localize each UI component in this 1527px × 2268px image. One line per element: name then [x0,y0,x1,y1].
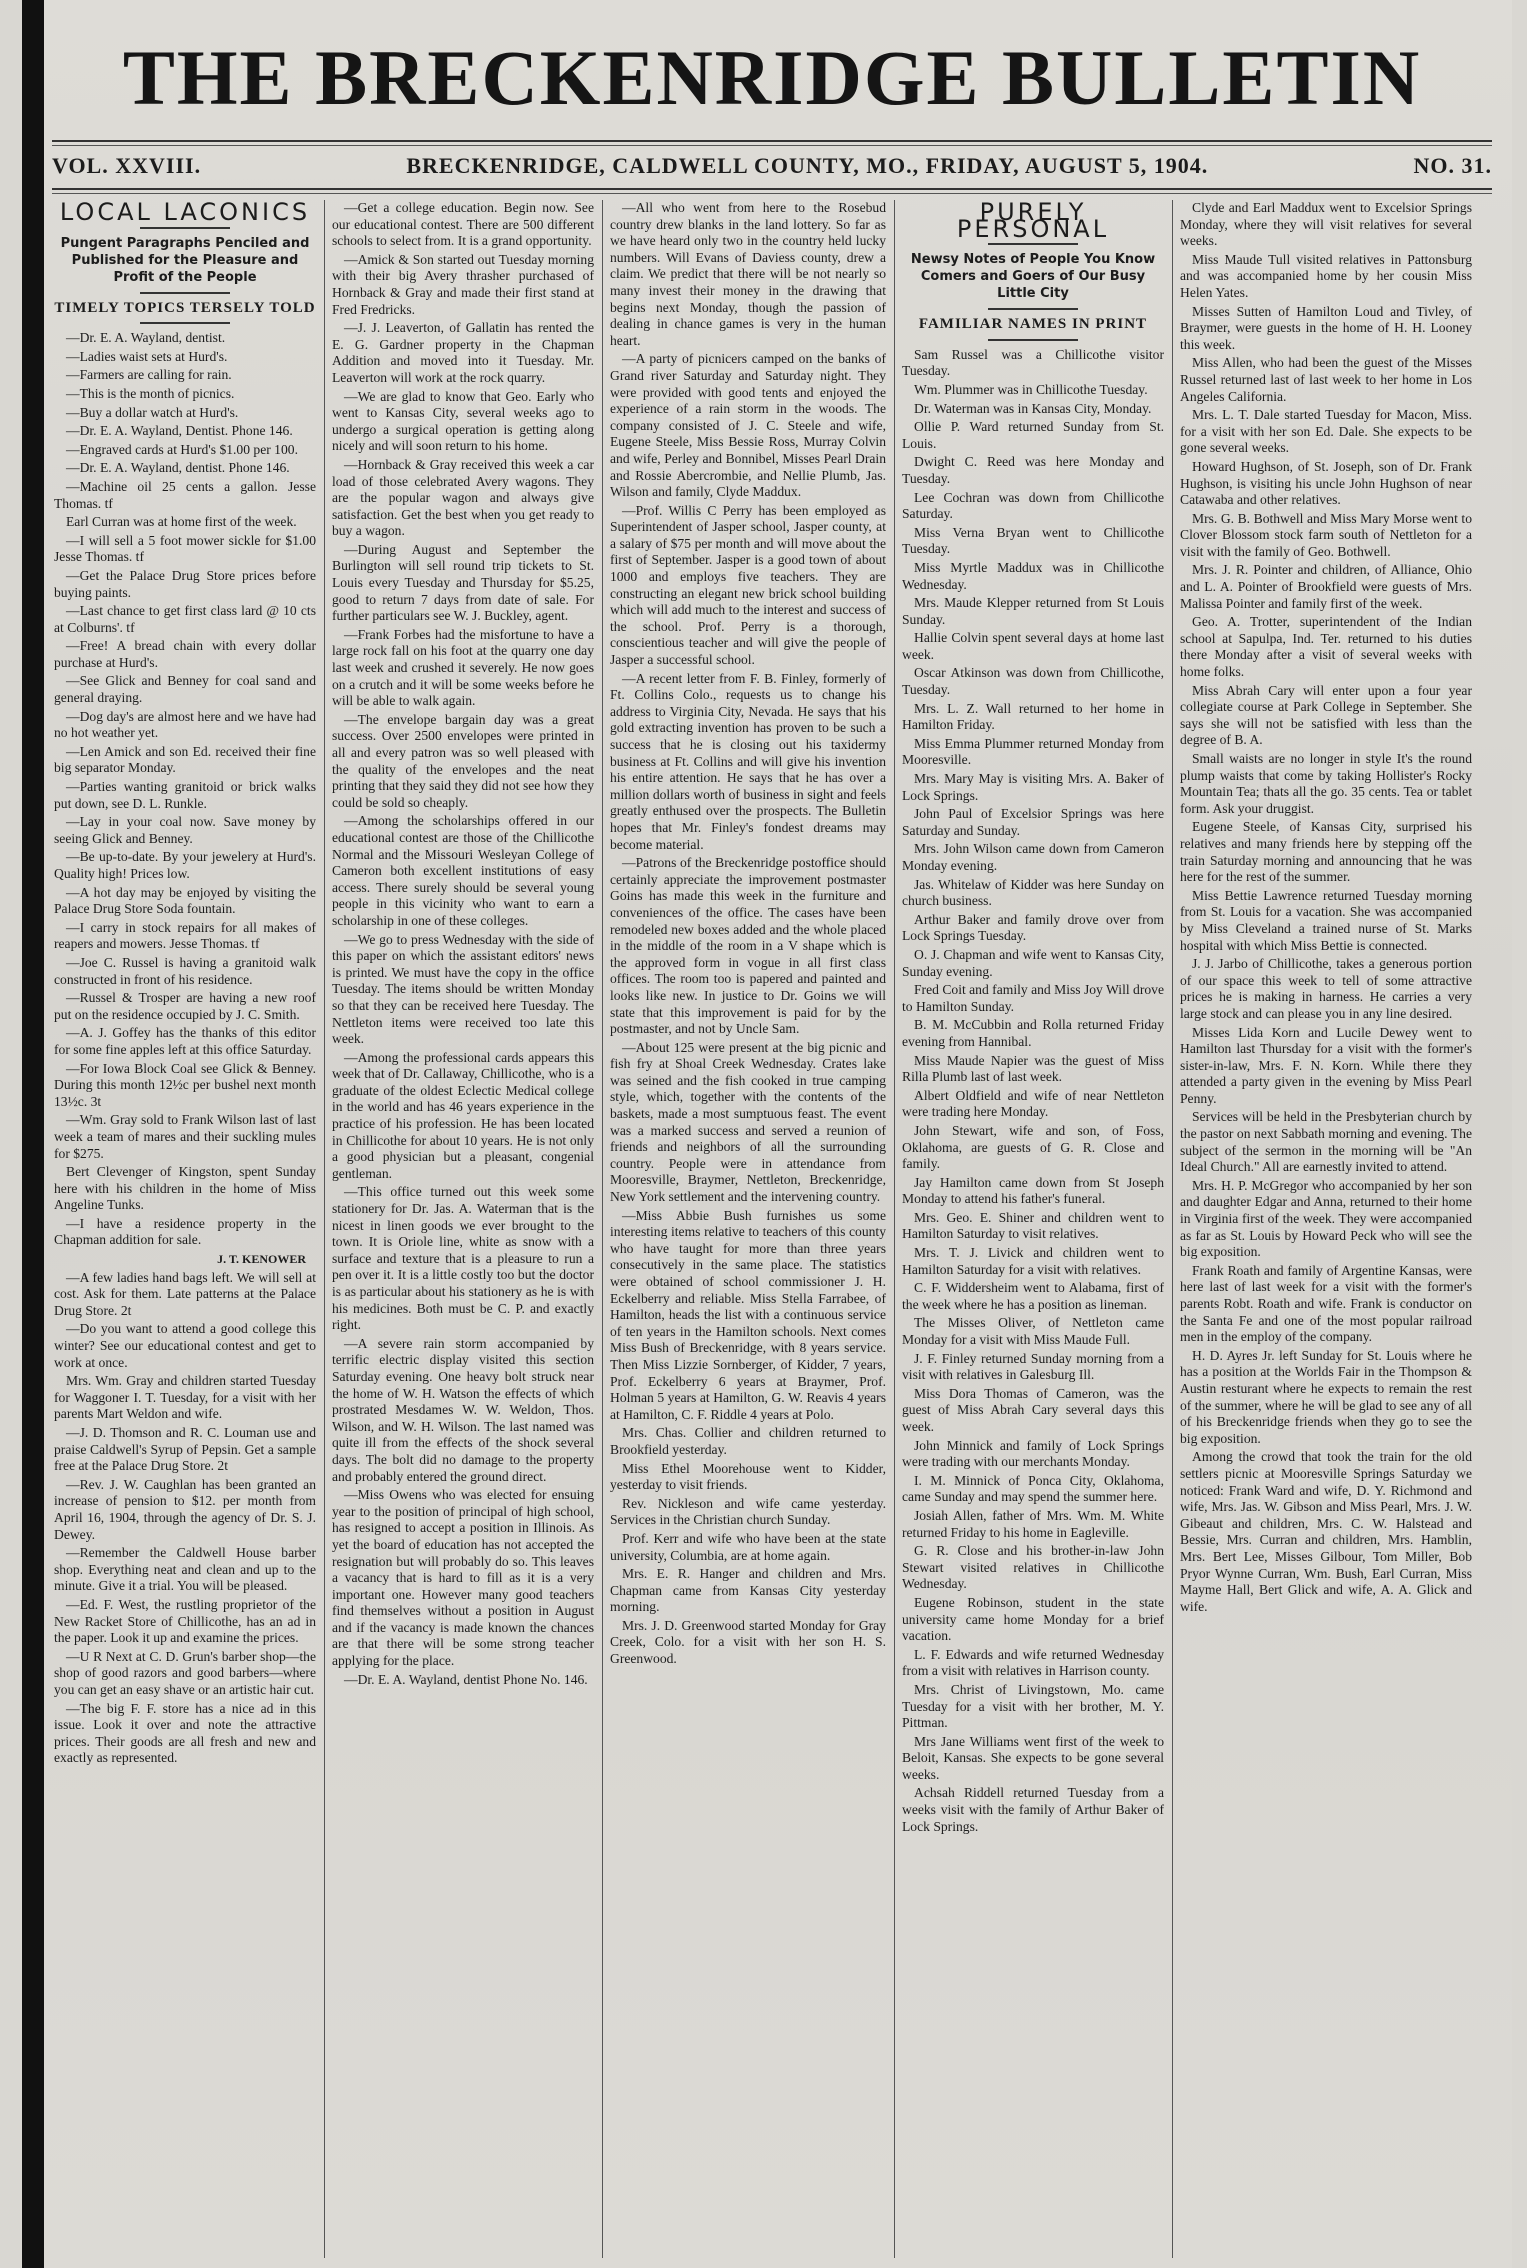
masthead-title: THE BRECKENRIDGE BULLETIN [122,34,1422,121]
news-item: —Miss Abbie Bush furnishes us some interesting items relative to teachers of this county who have taught for more than three years consecutively in the same place. The statistics were obtained of school commissioner J. H. Eckelberry and reliable. Miss Stella Farrabee, of Hamilton, heads the list with a continuous service of ten years in the Hamilton schools. Next comes Miss Bush of Breckenridge, with 8 years service. Then Miss Lizzie Sornberger, of Kidder, 7 years, Prof. Eckelberry 6 years at Braymer, Prof. Holman 5 years at Hamilton, G. W. Reavis 4 years at Hamilton, C. F. Riddle 4 years at Polo. [610,1207,886,1422]
news-item: —Dr. E. A. Wayland, Dentist. Phone 146. [66,423,293,439]
news-item: —Patrons of the Breckenridge postoffice should certainly appreciate the improvement postmaster Goins has made this week in the furniture and conveniences of the office. The cases have been remodeled new boxes added and the whole placed in the middle of the room in a V shape which is the approved form in vogue in all first class offices. The room too is papered and painted and looks like new. In justice to Dr. Goins we will state that this improvement is paid for by the postmaster, and not by Uncle Sam. [610,855,886,1037]
news-item: Mrs Jane Williams went first of the week to Beloit, Kansas. She expects to be gone several weeks. [902,1733,1164,1782]
news-item: —About 125 were present at the big picnic and fish fry at Shoal Creek Wednesday. Crates lake was seined and the fish cooked in true camping style, which, together with the contents of the baskets, made a most sumptuous feast. The event was a marked success and served a reunion of friends and neighbors of all the surrounding country. People were in attendance from Mooresville, Braymer, Nettleton, Breckenridge, New York settlement and the intervening country. [610,1039,886,1205]
signature: J. T. KENOWER [217,1252,306,1267]
news-item: —Wm. Gray sold to Frank Wilson last of last week a team of mares and their suckling mules for $275. [54,1112,316,1161]
news-item: —Dr. E. A. Wayland, dentist Phone No. 146. [344,1671,588,1687]
news-item: —Last chance to get first class lard @ 10 cts at Colburns'. tf [54,603,316,635]
dateline-bar [52,152,1492,180]
news-item: —Russel & Trosper are having a new roof put on the residence occupied by J. C. Smith. [54,990,316,1022]
news-item: Earl Curran was at home first of the week. [66,514,297,530]
news-item: Mrs. L. T. Dale started Tuesday for Macon, Miss. for a visit with her son Ed. Dale. She expects to be gone several weeks. [1180,407,1472,456]
news-item: Frank Roath and family of Argentine Kansas, were here last of last week for a visit with the former's parents Robt. Roath and wife. Frank is conductor on the Santa Fe and one of the most popular railroad men in the employ of the company. [1180,1262,1472,1345]
news-item: —A few ladies hand bags left. We will sell at cost. Ask for them. Late patterns at the Palace Drug Store. 2t [54,1269,316,1318]
news-item: —This office turned out this week some stationery for Dr. Jas. A. Waterman that is the nicest in linen goods we ever brought to the town. It is Oriole line, white as snow with a surface and texture that is a pleasure to run a pen over it. It is a little costly too but the doctor is as particular about his stationery as he is with his medicines. Both must be C. P. and exactly right. [332,1184,594,1333]
news-item: —J. J. Leaverton, of Gallatin has rented the E. G. Gardner property in the Chapman Addition and moved into it Tuesday. Mr. Leaverton will work at the rock quarry. [332,320,594,385]
news-item: —Dr. E. A. Wayland, dentist. Phone 146. [66,460,290,476]
news-item: —Do you want to attend a good college this winter? See our educational contest and get to work at once. [54,1321,316,1370]
section-heading: FAMILIAR NAMES IN PRINT [918,316,1148,333]
news-item: Mrs. G. B. Bothwell and Miss Mary Morse went to Clover Blossom stock farm south of Nettleton for a visit with the family of Geo. Bothwell. [1180,510,1472,559]
news-item: Miss Abrah Cary will enter upon a four year collegiate course at Park College in September. She says she will not be satisfied with less than the degree of B. A. [1180,682,1472,748]
news-item: —A severe rain storm accompanied by terrific electric display visited this section Saturday evening. One heavy bolt struck near the home of W. H. Watson the effects of which prostrated Mesdames W. W. Weldon, Thos. Wilson, and W. H. Wilson. The last named was quite ill from the effects of the shock several days. The bolt did no damage to the property and probably entered the ground direct. [332,1335,594,1484]
news-item: —A recent letter from F. B. Finley, formerly of Ft. Collins Colo., requests us to change his address to Virginia City, Nevada. He says that his gold extracting invention has proven to be such a success that he is closing out his taxidermy business at Ft. Collins and will give his invention his entire attention. He says that he has over a million dollars worth of business in sight and feels greatly enthused over the prospects. The Bulletin hopes that Mr. Finley's fondest dreams may become material. [610,670,886,852]
dateline: BRECKENRIDGE, CALDWELL COUNTY, MO., FRIDAY, AUGUST 5, 1904. [406,153,1209,178]
news-item: Services will be held in the Presbyterian church by the pastor on next Sabbath morning and evening. The subject of the sermon in the morning will be "An Ideal Church." All are earnestly invited to attend. [1180,1109,1472,1175]
news-item: Miss Ethel Moorehouse went to Kidder, yesterday to visit friends. [610,1460,886,1493]
news-item: —A hot day may be enjoyed by visiting the Palace Drug Store Soda fountain. [54,884,316,917]
news-item: Mrs. T. J. Livick and children went to Hamilton Saturday for a visit with relatives. [902,1245,1164,1277]
news-item: Dwight C. Reed was here Monday and Tuesday. [902,454,1164,486]
news-item: —I have a residence property in the Chapman addition for sale. [54,1215,316,1248]
news-item: Miss Myrtle Maddux was in Chillicothe Wednesday. [902,559,1164,592]
news-item: —Dr. E. A. Wayland, dentist. [66,330,226,346]
news-item: —Frank Forbes had the misfortune to have a large rock fall on his foot at the quarry one day last week and crushed it severely. He now goes on a crutch and it will be some weeks before he will be able to walk again. [332,626,594,709]
column-5 [1180,200,1472,1617]
news-item: —Be up-to-date. By your jewelery at Hurd's. Quality high! Prices low. [54,849,316,881]
news-item: G. R. Close and his brother-in-law John Stewart visited relatives in Chillicothe Wednesday. [902,1543,1164,1592]
news-item: —Buy a dollar watch at Hurd's. [66,404,239,420]
news-item: Mrs. J. D. Greenwood started Monday for Gray Creek, Colo. for a visit with her son H. S. Greenwood. [610,1617,886,1667]
news-item: Among the crowd that took the train for the old settlers picnic at Mooresville Springs Saturday we noticed: Frank Ward and wife, D. Y. Richmond and wife, Mrs. Jas. W. Gibson and Miss Pearl, Mrs. J. W. Gibeaut and children, Mrs. C. W. Halstead and Bessie, Mrs. Curran and children, Mrs. Hamblin, Mrs. Bert Lee, Misses Gilbour, Tom Miller, Bob Pryor Wynne Curran, Wm. Bush, Earl Curran, Miss Mayme Hall, Bert Glick and wife, A. A. Glick and wife. [1180,1449,1472,1614]
news-item: —A party of picnicers camped on the banks of Grand river Saturday and Saturday night. They were provided with good tents and enjoyed the experience of a rain storm in the woods. The company consisted of J. C. Steele and wife, Eugene Steele, Miss Bessie Ross, Murray Colvin and wife, Perley and Bonnibel, Misses Pearl Drain and Rossie Abercrombie, and Nellie Plumb, Jas. Wilson and family, Clyde Maddux. [610,351,886,500]
news-item: Mrs. Mary May is visiting Mrs. A. Baker of Lock Springs. [902,771,1164,803]
news-item: Eugene Robinson, student in the state university came home Monday for a brief vacation. [902,1594,1164,1644]
news-item: John Paul of Excelsior Springs was here Saturday and Sunday. [902,806,1164,838]
section-title: PURELY PERSONAL [956,198,1110,243]
news-item: —Ladies waist sets at Hurd's. [66,348,228,364]
news-item: Mrs. John Wilson came down from Cameron Monday evening. [902,841,1164,873]
news-item: O. J. Chapman and wife went to Kansas City, Sunday evening. [902,946,1164,979]
news-item: —I carry in stock repairs for all makes of reapers and mowers. Jesse Thomas. tf [54,919,316,952]
news-item: —Among the professional cards appears this week that of Dr. Callaway, Chillicothe, who is a graduate of the oldest Eclectic Medical college in the world and has 46 years experience in the practice of his profession. He has been located in Chillicothe for about 10 years. He is not only a good physician but a pleasant, congenial gentleman. [332,1049,594,1181]
news-item: Clyde and Earl Maddux went to Excelsior Springs Monday, where they will visit relatives for several weeks. [1180,200,1472,249]
news-item: Small waists are no longer in style It's the round plump waists that come by taking Hollister's Rocky Mountain Tea; thats all the go. 35 cents. Tea or tablet form. Ask your druggist. [1180,751,1472,816]
news-item: Miss Maude Napier was the guest of Miss Rilla Plumb last of last week. [902,1052,1164,1085]
news-item: Achsah Riddell returned Tuesday from a weeks visit with the family of Arthur Baker of Lock Springs. [902,1785,1164,1834]
news-item: —All who went from here to the Rosebud country drew blanks in the land lottery. So far as we have heard only two in the country held lucky numbers. Will Evans of Daviess county, drew a claim. We predict that there will be not nearly so many invest their money in the drawing that begins next Monday, though the passion of dealing in chance games is very in the human heart. [610,200,886,348]
news-item: Miss Dora Thomas of Cameron, was the guest of Miss Abrah Cary several days this week. [902,1385,1164,1434]
news-item: Miss Maude Tull visited relatives in Pattonsburg and was accompanied home by her cousin Miss Helen Yates. [1180,251,1472,300]
news-item: Mrs. Chas. Collier and children returned to Brookfield yesterday. [610,1425,886,1457]
news-item: —Machine oil 25 cents a gallon. Jesse Thomas. tf [54,478,316,511]
news-item: —Prof. Willis C Perry has been employed as Superintendent of Jasper school, Jasper county, at a salary of $75 per month and will move about the first of September. Jasper is a good town of about 1000 and employs five teachers. They are constructing an elegant new brick school building which will add much to the interest and success of the school. Prof. Perry is a thorough, conscientious teacher and will give the people of Jasper a successful school. [610,502,886,668]
news-item: Miss Verna Bryan went to Chillicothe Tuesday. [902,524,1164,557]
news-item: Wm. Plummer was in Chillicothe Tuesday. [914,381,1148,397]
news-item: L. F. Edwards and wife returned Wednesday from a visit with relatives in Harrison county. [902,1646,1164,1679]
section-subtitle: Newsy Notes of People You Know Comers and Goers of Our Busy Little City [910,252,1156,302]
section-heading: TIMELY TOPICS TERSELY TOLD [54,299,316,316]
section-subtitle: Pungent Paragraphs Penciled and Published for the Pleasure and Profit of the People [60,235,310,285]
news-item: Mrs. Christ of Livingstown, Mo. came Tuesday for a visit with her brother, M. Y. Pittman. [902,1681,1164,1731]
news-item: Geo. A. Trotter, superintendent of the Indian school at Sapulpa, Ind. Ter. returned to his duties there Monday after a visit of several weeks with home folks. [1180,614,1472,680]
news-item: —This is the month of picnics. [66,385,235,401]
news-item: —Among the scholarships offered in our educational contest are those of the Chillicothe Normal and the Missouri Wesleyan College of Cameron both excellent institutions of easy access. There surely should be several young people in this vicinity who want to earn a scholarship in one of these colleges. [332,813,594,928]
news-item: —We go to press Wednesday with the side of this paper on which the assistant editors' news is printed. We must have the copy in the office Tuesday. The items should be written Monday so that they can be received here Tuesday. The Nettleton items were received too late this week. [332,931,594,1047]
news-item: —Parties wanting granitoid or brick walks put down, see D. L. Runkle. [54,779,316,811]
news-item: John Minnick and family of Lock Springs were trading with our merchants Monday. [902,1437,1164,1470]
news-item: C. F. Widdersheim went to Alabama, first of the week where he has a position as lineman. [902,1280,1164,1312]
news-item: Mrs. L. Z. Wall returned to her home in Hamilton Friday. [902,700,1164,733]
news-item: Oscar Atkinson was down from Chillicothe, Tuesday. [902,665,1164,698]
news-item: Fred Coit and family and Miss Joy Will drove to Hamilton Sunday. [902,982,1164,1014]
news-item: —Amick & Son started out Tuesday morning with their big Avery thrasher purchased of Hornback & Gray and made their first stand at Fred Fredricks. [332,251,594,317]
news-item: Miss Emma Plummer returned Monday from Mooresville. [902,735,1164,768]
news-item: Mrs. J. R. Pointer and children, of Alliance, Ohio and L. A. Pointer of Brookfield were guests of Mrs. Malissa Pointer and family first of the week. [1180,562,1472,611]
news-item: Mrs. E. R. Hanger and children and Mrs. Chapman came from Kansas City yesterday morning. [610,1566,886,1615]
news-item: —I will sell a 5 foot mower sickle for $1.00 Jesse Thomas. tf [54,532,316,565]
news-item: —Rev. J. W. Caughlan has been granted an increase of pension to $12. per month from April 16, 1904, through the agency of Dr. S. J. Dewey. [54,1476,316,1542]
column-1 [54,200,316,1769]
news-item: Hallie Colvin spent several days at home last week. [902,630,1164,662]
news-item: —Len Amick and son Ed. received their fine big separator Monday. [54,743,316,776]
news-item: Lee Cochran was down from Chillicothe Saturday. [902,489,1164,522]
divider [52,188,1492,194]
news-item: Jas. Whitelaw of Kidder was here Sunday on church business. [902,876,1164,909]
news-item: Misses Lida Korn and Lucile Dewey went to Hamilton last Thursday for a visit with the former's sister-in-law, Mrs. F. N. Korn. While there they attended a party given in the evening by Miss Pearl Penny. [1180,1024,1472,1106]
news-item: —For Iowa Block Coal see Glick & Benney. During this month 12½c per bushel next month 13½c. 3t [54,1060,316,1109]
news-item: Misses Sutten of Hamilton Loud and Tivley, of Braymer, were guests in the home of H. H. Looney this week. [1180,303,1472,352]
news-item: Eugene Steele, of Kansas City, surprised his relatives and many friends here by stepping off the train Saturday morning and announcing that he was here for the rest of the summer. [1180,819,1472,885]
news-item: —A. J. Goffey has the thanks of this editor for some fine apples left at this office Saturday. [54,1025,316,1057]
news-item: —Hornback & Gray received this week a car load of those celebrated Avery wagons. They are the popular wagon and always give satisfaction. Get the best when you get ready to buy a wagon. [332,456,594,539]
news-item: J. J. Jarbo of Chillicothe, takes a generous portion of our space this week to tell of some attractive prices he is making in harness. He carries a very large stock and can please you in any line desired. [1180,956,1472,1021]
column-4 [902,200,1164,1837]
news-item: Mrs. Wm. Gray and children started Tuesday for Waggoner I. T. Tuesday, for a visit with her parents Mart Weldon and wife. [54,1373,316,1422]
news-item: Mrs. Maude Klepper returned from St Louis Sunday. [902,595,1164,627]
news-item: John Stewart, wife and son, of Foss, Oklahoma, are guests of G. R. Close and family. [902,1122,1164,1172]
news-item: —See Glick and Benney for coal sand and general draying. [54,673,316,706]
news-item: —Ed. F. West, the rustling proprietor of the New Racket Store of Chillicothe, has an ad in the paper. Look it up and examine the prices. [54,1596,316,1646]
news-item: —Farmers are calling for rain. [66,367,232,383]
news-item: Ollie P. Ward returned Sunday from St. Louis. [902,419,1164,451]
news-item: Howard Hughson, of St. Joseph, son of Dr. Frank Hughson, is visiting his uncle John Hughson of near Catawaba and other relatives. [1180,458,1472,508]
news-item: —Dog day's are almost here and we have had no hot weather yet. [54,708,316,741]
news-item: The Misses Oliver, of Nettleton came Monday for a visit with Miss Maude Full. [902,1315,1164,1348]
news-item: Arthur Baker and family drove over from Lock Springs Tuesday. [902,911,1164,944]
news-item: —U R Next at C. D. Grun's barber shop—the shop of good razors and good barbers—where you can get an easy shave or an artistic hair cut. [54,1648,316,1697]
news-item: —J. D. Thomson and R. C. Louman use and praise Caldwell's Syrup of Pepsin. Get a sample free at the Palace Drug Store. 2t [54,1425,316,1474]
news-item: Jay Hamilton came down from St Joseph Monday to attend his father's funeral. [902,1174,1164,1207]
news-item: —The envelope bargain day was a great success. Over 2500 envelopes were printed in all and every patron was so well pleased with the quality of the envelopes and the neat printing that they said they did not see how they could be sold so cheaply. [332,711,594,810]
section-title: LOCAL LACONICS [59,198,311,226]
news-item: —Miss Owens who was elected for ensuing year to the position of principal of high school, has resigned to accept a position in Illinois. As yet the board of education has not accepted the resignation but will probably do so. This leaves a vacancy that is hard to fill as it is a very important one. However many good teachers find themselves without a position in August and if the vacancy is made known the chances are that there will be some strong teacher applying for the place. [332,1487,594,1669]
news-item: B. M. McCubbin and Rolla returned Friday evening from Hannibal. [902,1017,1164,1049]
news-item: Miss Allen, who had been the guest of the Misses Russel returned last of last week to her home in Los Angeles California. [1180,355,1472,404]
divider [52,140,1492,146]
news-item: —Get a college education. Begin now. See our educational contest. There are 500 different schools to select from. It is a grand opportunity. [332,200,594,249]
news-item: Miss Bettie Lawrence returned Tuesday morning from St. Louis for a vacation. She was accompanied by Miss Cleveland a trained nurse of St. Marks hospital with which Miss Bettie is connected. [1180,887,1472,953]
volume: VOL. XXVIII. [52,153,202,178]
news-item: —Joe C. Russel is having a granitoid walk constructed in front of his residence. [54,954,316,987]
news-item: J. F. Finley returned Sunday morning from a visit with relatives in Galesburg Ill. [902,1350,1164,1383]
news-item: Dr. Waterman was in Kansas City, Monday. [914,400,1152,416]
news-item: Bert Clevenger of Kingston, spent Sunday here with his children in the home of Miss Angeline Tunks. [54,1164,316,1213]
news-item: —We are glad to know that Geo. Early who went to Kansas City, several weeks ago to undergo a surgical operation is getting along nicely and will soon return to his home. [332,388,594,454]
news-item: H. D. Ayres Jr. left Sunday for St. Louis where he has a position at the Worlds Fair in the Thompson & Austin resturant where he expects to remain the rest of the summer, where he will be glad to see any of all of his Breckenridge friends when they go to see the big exposition. [1180,1347,1472,1446]
news-item: —Lay in your coal now. Save money by seeing Glick and Benney. [54,814,316,846]
news-item: Mrs. H. P. McGregor who accompanied by her son and daughter Edgar and Anna, returned to their home in Virginia first of the week. They were accompanied as far as St. Louis by Howard Peck who will see the big exposition. [1180,1177,1472,1260]
news-item: Mrs. Geo. E. Shiner and children went to Hamilton Saturday to visit relatives. [902,1209,1164,1242]
newspaper-page [22,0,1512,2268]
news-item: —Remember the Caldwell House barber shop. Everything neat and clean and up to the minute. Give it a trial. You will be pleased. [54,1545,316,1594]
news-item: —Get the Palace Drug Store prices before buying paints. [54,567,316,600]
news-item: Josiah Allen, father of Mrs. Wm. M. White returned Friday to his home in Eagleville. [902,1507,1164,1540]
news-item: —Engraved cards at Hurd's $1.00 per 100. [66,441,298,457]
news-item: Prof. Kerr and wife who have been at the state university, Columbia, are at home again. [610,1530,886,1563]
issue-number: NO. 31. [1413,153,1492,178]
news-item: I. M. Minnick of Ponca City, Oklahoma, came Sunday and may spend the summer here. [902,1472,1164,1505]
news-item: —During August and September the Burlington will sell round trip tickets to St. Louis every Tuesday and Thursday for $5.25, good to return 7 days from date of sale. For further particulars see W. J. Buckley, agent. [332,541,594,624]
news-item: Rev. Nickleson and wife came yesterday. Services in the Christian church Sunday. [610,1495,886,1528]
news-item: Albert Oldfield and wife of near Nettleton were trading here Monday. [902,1087,1164,1120]
scan-edge [22,0,44,2268]
news-item: —Free! A bread chain with every dollar purchase at Hurd's. [54,638,316,670]
news-item: Sam Russel was a Chillicothe visitor Tuesday. [902,346,1164,379]
news-item: —The big F. F. store has a nice ad in this issue. Look it over and note the attractive prices. Their goods are all fresh and new and exactly as represented. [54,1700,316,1766]
column-3 [610,200,886,1670]
column-2 [332,200,594,1690]
